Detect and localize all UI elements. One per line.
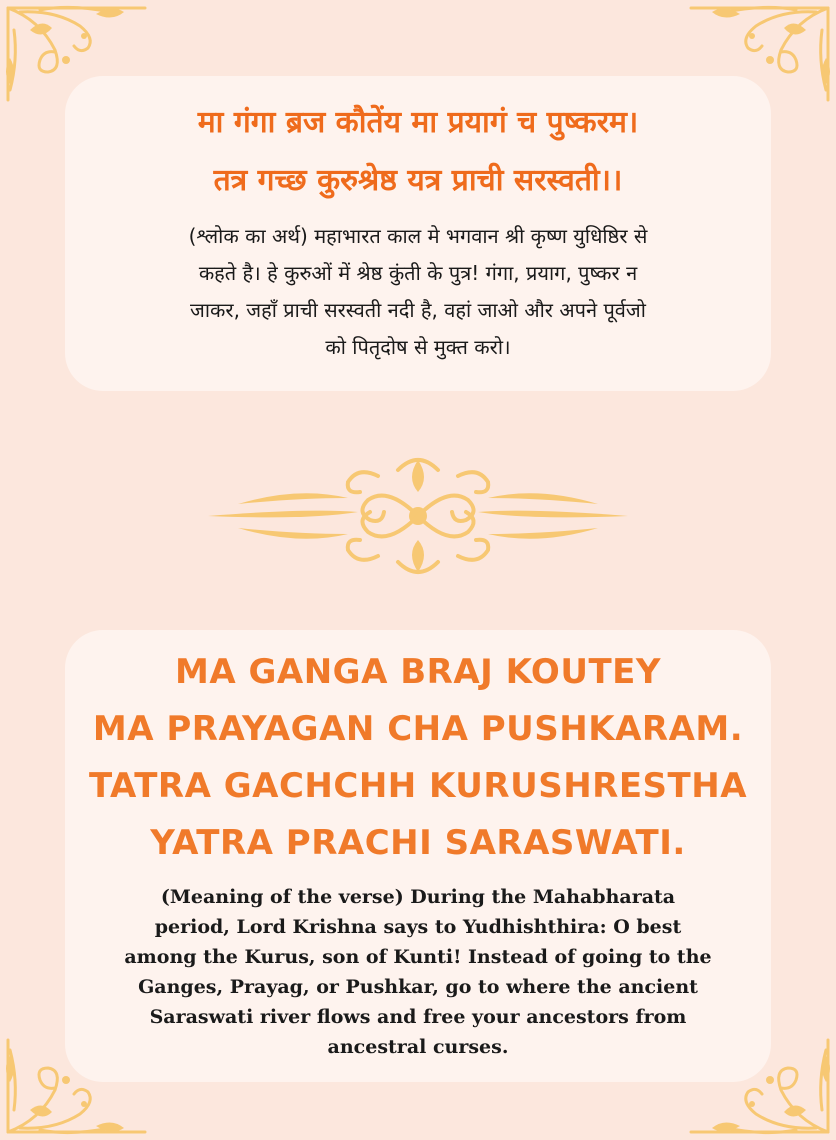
- hindi-meaning: [95, 218, 741, 366]
- english-meaning-line: Ganges, Prayag, or Pushkar, go to where the ancient: [138, 976, 698, 998]
- english-verse-line: TATRA GACHCHH KURUSHRESTHA: [88, 766, 748, 806]
- hindi-meaning-line: को पितृदोष से मुक्त करो।: [325, 335, 511, 359]
- english-meaning-line: ancestral curses.: [327, 1036, 509, 1058]
- english-transliteration: [81, 644, 755, 872]
- english-meaning: [81, 882, 755, 1062]
- english-meaning-line: Saraswati river flows and free your ancestors from: [149, 1006, 687, 1028]
- english-verse-card: [65, 630, 771, 1082]
- english-verse-line: MA PRAYAGAN CHA PUSHKARAM.: [92, 709, 744, 749]
- english-verse-line: YATRA PRACHI SARASWATI.: [150, 823, 686, 863]
- hindi-meaning-line: जाकर, जहाँ प्राची सरस्वती नदी है, वहां जाओ और अपने पूर्वजो: [190, 298, 646, 322]
- hindi-shloka-line: तत्र गच्छ कुरुश्रेष्ठ यत्र प्राची सरस्वती।।: [213, 163, 623, 198]
- english-meaning-line: among the Kurus, son of Kunti! Instead of going to the: [124, 946, 712, 968]
- hindi-shloka-line: मा गंगा ब्रज कौतेंय मा प्रयागं च पुष्करम।: [197, 105, 639, 140]
- hindi-shloka: [95, 94, 741, 210]
- hindi-verse-card: [65, 76, 771, 391]
- floral-scroll-divider-icon: [208, 446, 628, 586]
- hindi-meaning-line: (श्लोक का अर्थ) महाभारत काल मे भगवान श्री कृष्ण युधिष्ठिर से: [188, 224, 648, 248]
- english-meaning-line: period, Lord Krishna says to Yudhishthira: O best: [154, 916, 682, 938]
- english-meaning-line: (Meaning of the verse) During the Mahabharata: [160, 886, 676, 908]
- hindi-meaning-line: कहते है। हे कुरुओं में श्रेष्ठ कुंती के पुत्र! गंगा, प्रयाग, पुष्कर न: [198, 261, 638, 285]
- english-verse-line: MA GANGA BRAJ KOUTEY: [175, 652, 661, 692]
